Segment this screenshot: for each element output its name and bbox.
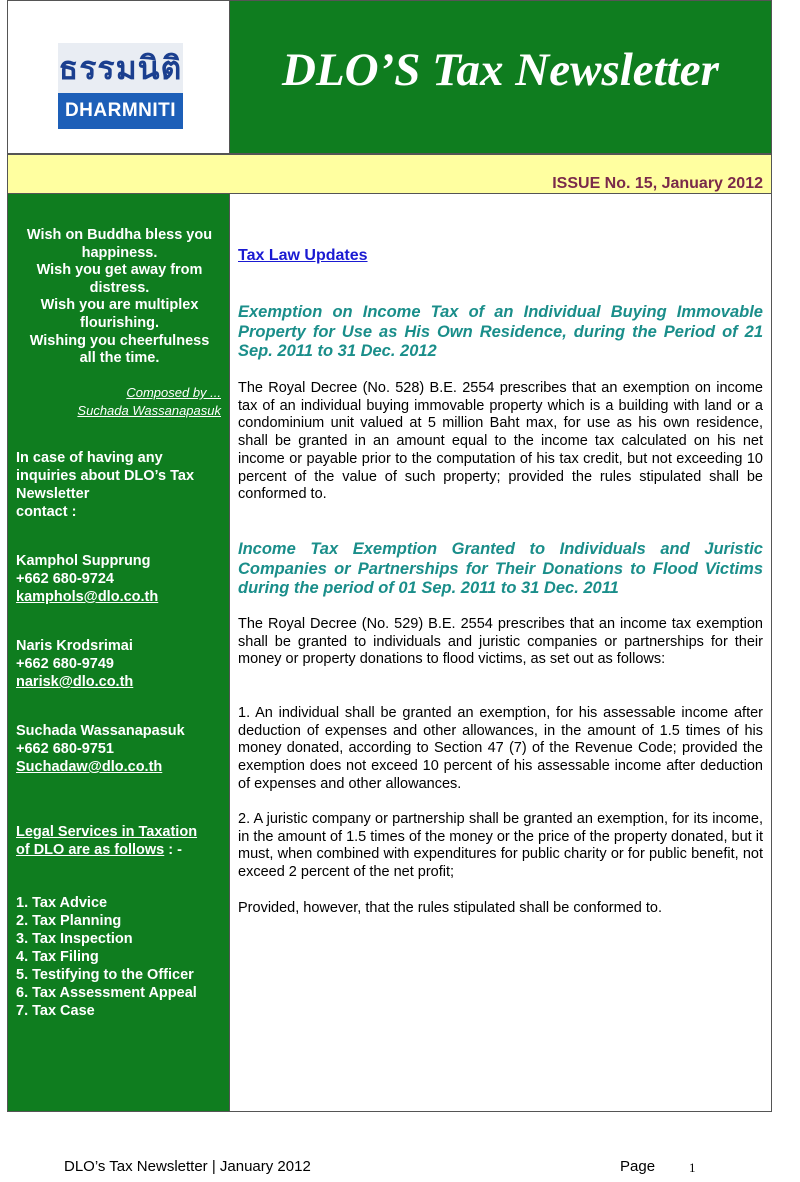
logo-english-text: DHARMNITI <box>58 93 183 129</box>
issue-label: ISSUE No. 15, January 2012 <box>552 175 763 192</box>
blessing-line: Wishing you cheerfulness <box>29 332 210 349</box>
logo-thai-text: ธรรมนิติ <box>58 43 183 93</box>
contact-name: Naris Krodsrimai <box>16 638 133 654</box>
contact-phone: +662 680-9751 <box>16 741 114 757</box>
sidebar <box>7 194 230 1112</box>
logo-cell <box>7 0 230 154</box>
title-banner <box>229 0 772 154</box>
composed-by <box>77 384 221 419</box>
article2-heading: Income Tax Exemption Granted to Individuals and Juristic Companies or Partnerships for Their Donations to Flood Victims during the period of 01 Sep. 2011 to 31 Dec. 2011 <box>238 540 763 598</box>
services-list <box>16 894 225 1020</box>
article2-proviso: Provided, however, that the rules stipulated shall be conformed to. <box>238 900 662 916</box>
inquiry-text <box>16 449 225 521</box>
contact-email-link[interactable]: kamphols@dlo.co.th <box>16 589 159 605</box>
contact-email-link[interactable]: narisk@dlo.co.th <box>16 674 134 690</box>
blessing-line: Wish on Buddha bless you <box>26 227 213 243</box>
service-item: 7. Tax Case <box>16 1003 95 1019</box>
footer-page-number: 1 <box>689 1160 696 1175</box>
inquiry-line: inquiries about DLO’s Tax <box>16 468 195 484</box>
article2-body-intro: The Royal Decree (No. 529) B.E. 2554 prescribes that an income tax exemption shall be granted to individuals and juristic companies or partnerships for their money or property donations to flood victims, as set out as follows: <box>238 616 763 668</box>
contact-name: Kamphol Supprung <box>16 553 151 569</box>
services-title-suffix: : - <box>164 842 182 858</box>
blessing-text <box>16 227 223 368</box>
footer-page-label: Page <box>620 1158 656 1175</box>
blessing-line: Wish you get away from <box>36 262 203 279</box>
blessing-line: flourishing. <box>80 314 159 331</box>
services-heading <box>16 823 225 859</box>
article1-body: The Royal Decree (No. 528) B.E. 2554 prescribes that an exemption on income tax of an individual buying immovable property which is a building with land or a condominium unit valued at 5 million Baht max, for use as his own residence, shall be granted in an amount equal to the income tax calculated on his net income or payable prior to the computation of his tax credit, but not exceeding 10 percent of the value of such property; provided the rules stipulated shall be conformed to. <box>238 380 763 503</box>
services-title-line: of DLO are as follows <box>16 842 165 858</box>
inquiry-line: In case of having any <box>16 450 163 466</box>
contact-phone: +662 680-9724 <box>16 571 114 587</box>
contact-email-link[interactable]: Suchadaw@dlo.co.th <box>16 759 163 775</box>
contact-phone: +662 680-9749 <box>16 656 114 672</box>
article1-heading: Exemption on Income Tax of an Individual Buying Immovable Property for Use as His Own Residence, during the Period of 21 Sep. 2011 to 31 Dec. 2012 <box>238 303 763 361</box>
blessing-line: distress. <box>89 279 150 296</box>
dharmniti-logo <box>58 43 183 133</box>
blessing-line: Wish you are multiplex <box>40 297 199 314</box>
contact-suchada <box>16 722 225 776</box>
contact-kamphol <box>16 552 225 606</box>
tax-law-updates-link[interactable]: Tax Law Updates <box>238 247 368 264</box>
article2-point-2: 2. A juristic company or partnership shall be granted an exemption, for its income, in the amount of 1.5 times of the money or the price of the property donated, but it must, when combined with expenditures for public charity or for public benefit, not exceed 2 percent of the net profit; <box>238 811 763 881</box>
issue-bar <box>7 154 772 194</box>
service-item: 6. Tax Assessment Appeal <box>16 985 197 1001</box>
services-title-line: Legal Services in Taxation <box>16 824 198 840</box>
service-item: 1. Tax Advice <box>16 895 108 911</box>
composer-name: Suchada Wassanapasuk <box>77 402 221 418</box>
inquiry-line: Newsletter <box>16 486 90 502</box>
service-item: 4. Tax Filing <box>16 949 99 965</box>
contact-name: Suchada Wassanapasuk <box>16 723 185 739</box>
service-item: 2. Tax Planning <box>16 913 122 929</box>
inquiry-line: contact : <box>16 504 77 520</box>
blessing-line: happiness. <box>81 244 158 261</box>
article2-point-1: 1. An individual shall be granted an exemption, for his assessable income after deduction of expenses and other allowances, in the amount of 1.5 times of his money donated, according to Section 47 (7) of the Revenue Code; provided the exemption does not exceed 10 percent of his assessable income after deduction of expenses and other allowances. <box>238 705 763 792</box>
blessing-line: all the time. <box>79 350 160 367</box>
footer-text: DLO’s Tax Newsletter | January 2012 <box>64 1158 311 1175</box>
service-item: 5. Testifying to the Officer <box>16 967 194 983</box>
service-item: 3. Tax Inspection <box>16 931 133 947</box>
newsletter-title: DLO’S Tax Newsletter <box>282 44 719 96</box>
composed-by-label: Composed by ... <box>126 385 221 400</box>
contact-naris <box>16 637 225 691</box>
